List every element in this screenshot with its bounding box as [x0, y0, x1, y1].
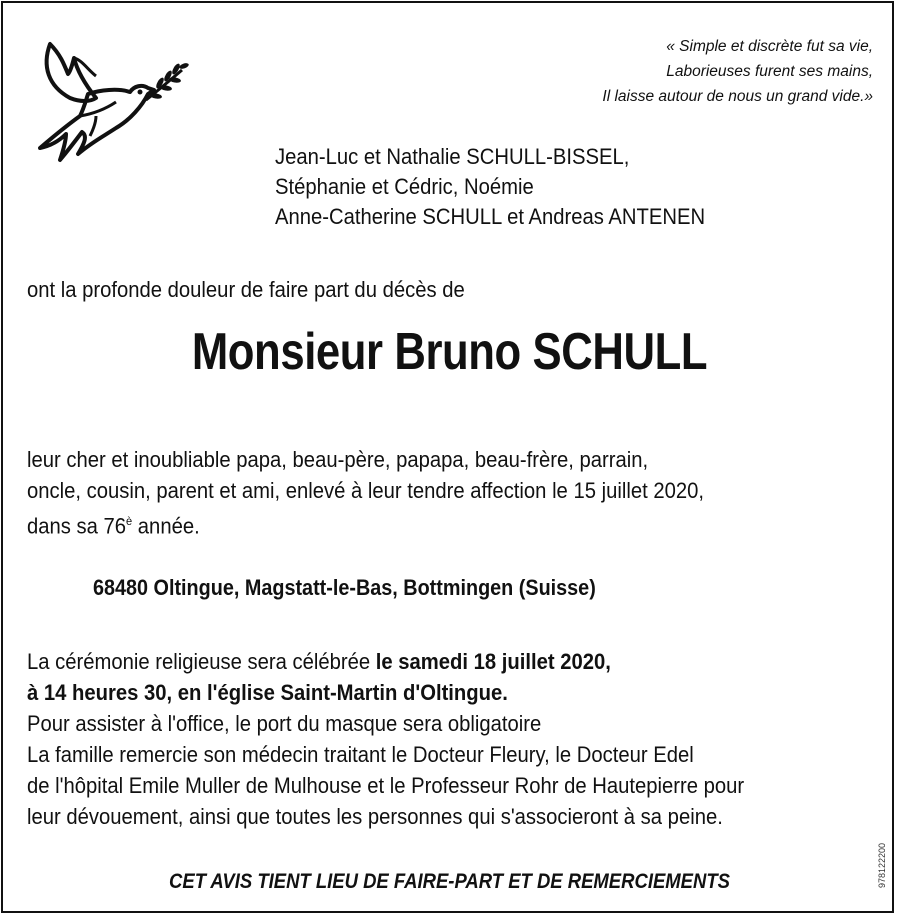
locality: 68480 Oltingue, Magstatt-le-Bas, Bottmingen (Suisse)	[93, 575, 596, 600]
footer-notice: CET AVIS TIENT LIEU DE FAIRE-PART ET DE REMERCIEMENTS	[169, 870, 730, 893]
family-names	[275, 142, 705, 232]
age-ordinal: è	[126, 514, 133, 528]
epitaph-poem	[602, 34, 873, 109]
family-line: Jean-Luc et Nathalie SCHULL-BISSEL,	[275, 144, 630, 169]
mask-notice: Pour assister à l'office, le port du masque sera obligatoire	[27, 711, 542, 736]
age-prefix: dans sa 76	[27, 513, 127, 539]
poem-line: Il laisse autour de nous un grand vide.»	[602, 88, 873, 105]
thanks-line: de l'hôpital Emile Muller de Mulhouse et le Professeur Rohr de Hautepierre pour	[27, 773, 745, 798]
ceremony-time-place	[27, 677, 744, 708]
announcement-intro: ont la profonde douleur de faire part du décès de	[27, 277, 465, 302]
ceremony-details	[27, 646, 744, 832]
family-line: Anne-Catherine SCHULL et Andreas ANTENEN	[275, 204, 706, 229]
age-suffix: année.	[132, 513, 200, 539]
ceremony-intro: La cérémonie religieuse sera célébrée	[27, 649, 376, 674]
poem-line: « Simple et discrète fut sa vie,	[666, 38, 873, 55]
thanks-line: La famille remercie son médecin traitant le Docteur Fleury, le Docteur Edel	[27, 742, 694, 767]
ceremony-date: le samedi 18 juillet 2020,	[375, 649, 611, 674]
ceremony-place: à 14 heures 30, en l'église Saint-Martin d'Oltingue.	[27, 680, 508, 705]
thanks-line: leur dévouement, ainsi que toutes les personnes qui s'associeront à sa peine.	[27, 804, 723, 829]
description-line: oncle, cousin, parent et ami, enlevé à leur tendre affection le 15 juillet 2020,	[27, 478, 704, 503]
dove-icon	[30, 36, 190, 176]
reference-number: 978122200	[877, 842, 887, 888]
deceased-name: Monsieur Bruno SCHULL	[191, 323, 708, 381]
deceased-description	[27, 444, 704, 541]
description-line: leur cher et inoubliable papa, beau-père, papapa, beau-frère, parrain,	[27, 447, 649, 472]
description-line	[27, 506, 704, 541]
family-line: Stéphanie et Cédric, Noémie	[275, 174, 534, 199]
poem-line: Laborieuses furent ses mains,	[666, 63, 873, 80]
ceremony-line	[27, 646, 744, 677]
